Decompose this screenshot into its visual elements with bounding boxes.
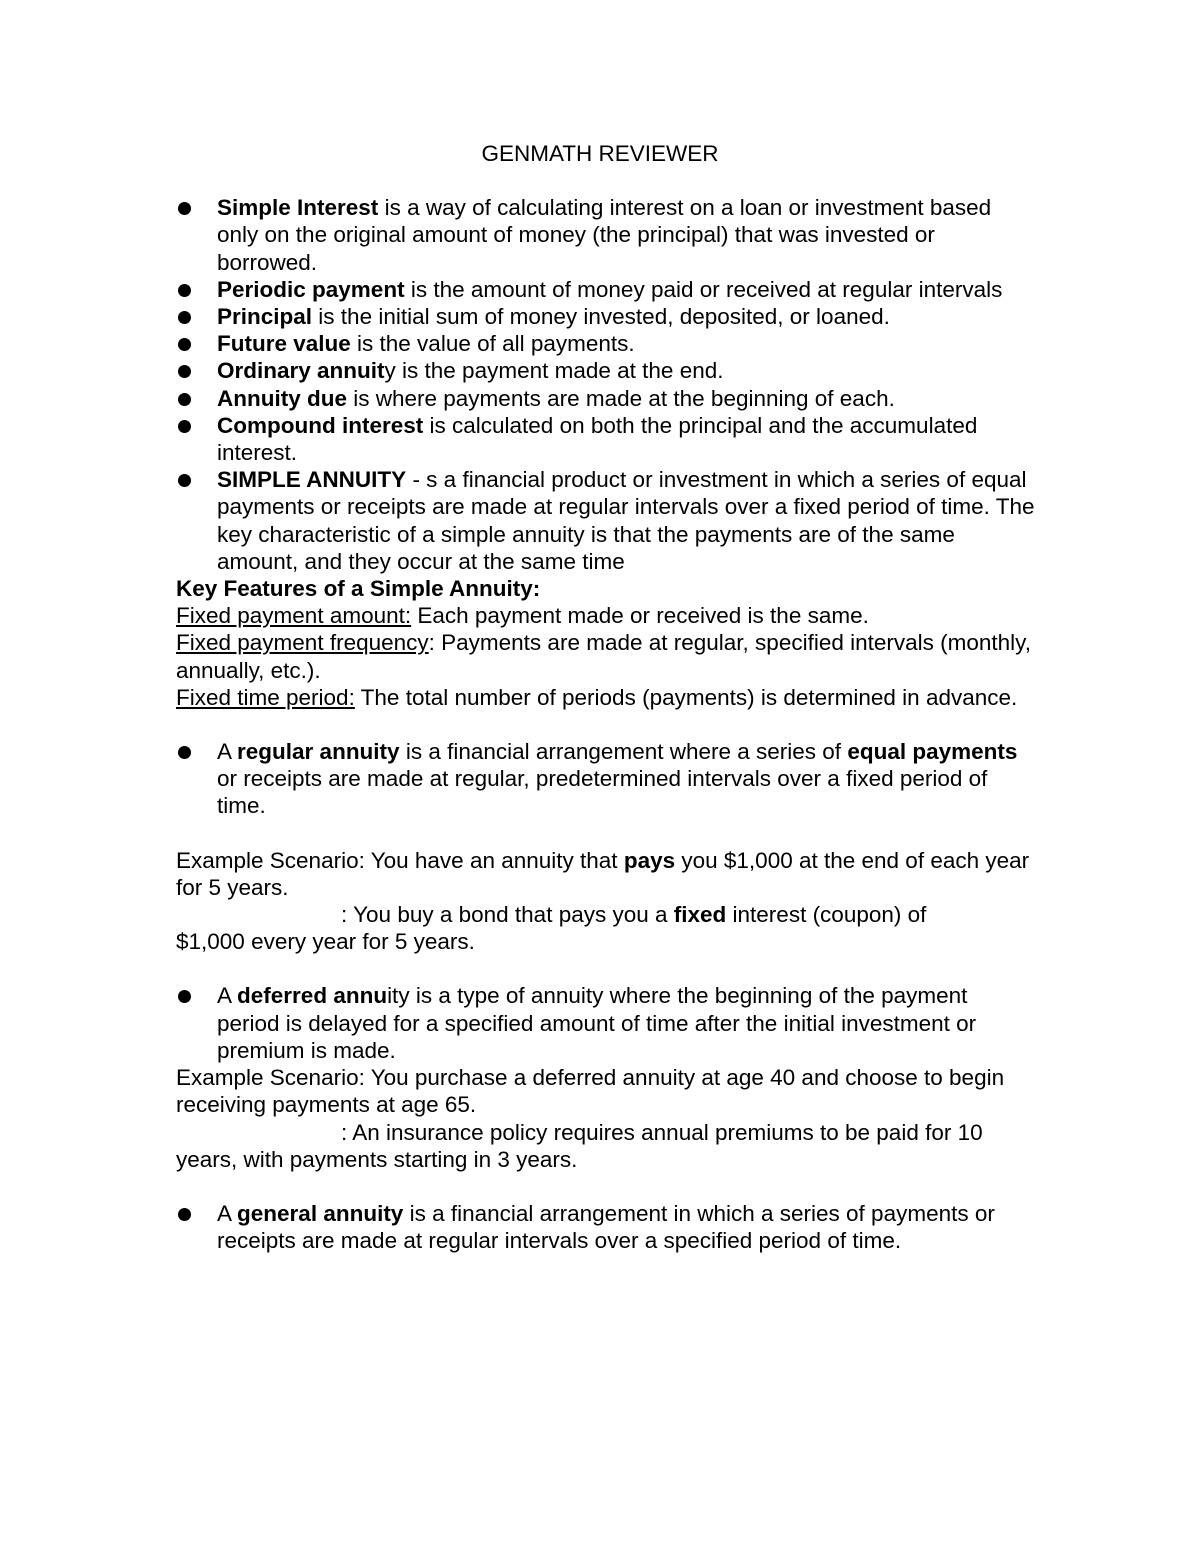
example-scenario: : An insurance policy requires annual premiums to be paid for 10: [341, 1119, 983, 1145]
list-item: [176, 982, 1036, 1064]
bullet-icon: [178, 338, 191, 351]
emphasis-text: equal payments: [847, 739, 1018, 765]
article-text: A: [217, 1200, 238, 1226]
term: regular annuity: [237, 739, 400, 765]
definition-text: y is the payment made at the end.: [384, 358, 724, 384]
example-text: interest (coupon) of: [726, 902, 927, 928]
key-feature-item: [176, 629, 1036, 683]
bullet-icon: [178, 474, 191, 487]
example-text: Example Scenario: You have an annuity that: [176, 847, 624, 873]
article-text: A: [217, 983, 238, 1009]
key-feature-item: [176, 602, 1036, 629]
document-title: GENMATH REVIEWER: [481, 141, 719, 166]
bullet-icon: [178, 1208, 191, 1221]
example-scenario-continued: years, with payments starting in 3 years.: [176, 1146, 578, 1172]
definition-text: is a way of calculating interest on a loan or investment based only on the original amount of money (the principal) that was invested or borrowed.: [217, 195, 992, 275]
example-scenario: [176, 901, 1036, 928]
definition-text: is calculated on both the principal and the accumulated interest.: [217, 412, 978, 466]
term: SIMPLE ANNUITY: [217, 467, 407, 493]
list-item: [176, 276, 1036, 303]
bullet-icon: [178, 393, 191, 406]
definition-text: is the initial sum of money invested, deposited, or loaned.: [312, 304, 890, 330]
article-text: A: [217, 739, 238, 765]
feature-text: The total number of periods (payments) is determined in advance.: [354, 684, 1018, 710]
definition-text: is the amount of money paid or received at regular intervals: [404, 276, 1003, 302]
list-item: [176, 738, 1036, 820]
feature-label: Fixed payment frequency: [176, 630, 429, 656]
list-item: [176, 194, 1036, 276]
emphasis-text: pays: [623, 847, 676, 873]
term: Ordinary annuit: [217, 358, 385, 384]
spacer: [176, 711, 1036, 738]
bullet-icon: [178, 990, 191, 1003]
bullet-icon: [178, 202, 191, 215]
spacer: [176, 820, 1036, 847]
list-item: [176, 466, 1036, 575]
list-item: [176, 385, 1036, 412]
list-item: [176, 1200, 1036, 1254]
example-scenario: Example Scenario: You purchase a deferred annuity at age 40 and choose to begin receiving payments at age 65.: [176, 1065, 1005, 1118]
feature-label: Fixed payment amount:: [176, 603, 412, 629]
term: Principal: [217, 304, 313, 330]
key-features-heading: Key Features of a Simple Annuity:: [176, 576, 541, 602]
definition-text: is a financial arrangement where a series of: [399, 739, 848, 765]
term: Compound interest: [217, 412, 424, 438]
term: Simple Interest: [217, 195, 379, 221]
bullet-icon: [178, 365, 191, 378]
bullet-icon: [178, 311, 191, 324]
document-page: [176, 140, 1036, 1254]
list-item: [176, 357, 1036, 384]
spacer: [176, 1173, 1036, 1200]
bullet-icon: [178, 420, 191, 433]
term: general annuity: [237, 1200, 404, 1226]
key-feature-item: [176, 684, 1036, 711]
list-item: [176, 412, 1036, 466]
definition-text: - s a financial product or investment in which a series of equal payments or receipts are made at regular intervals over a fixed period of time. The key characteristic of a simple annuity is that the payments are of the same amount, and they occur at the same time: [217, 467, 1035, 574]
spacer: [176, 955, 1036, 982]
term: Annuity due: [217, 385, 347, 411]
definitions-list: [176, 194, 1036, 575]
feature-text: Each payment made or received is the same.: [411, 603, 869, 629]
definition-text: ity is a type of annuity where the beginning of the payment period is delayed for a specified amount of time after the initial investment or premium is made.: [217, 983, 977, 1063]
example-text: you $1,000 at the end of each year for 5 years.: [176, 847, 1030, 900]
definition-text: or receipts are made at regular, predetermined intervals over a fixed period of time.: [217, 766, 988, 819]
example-text: : You buy a bond that pays you a: [341, 902, 674, 928]
bullet-icon: [178, 746, 191, 759]
emphasis-text: fixed: [673, 902, 727, 928]
regular-annuity-list: [176, 738, 1036, 820]
general-annuity-list: [176, 1200, 1036, 1254]
feature-text: : Payments are made at regular, specified intervals (monthly, annually, etc.).: [176, 630, 1031, 683]
deferred-annuity-list: [176, 982, 1036, 1064]
list-item: [176, 330, 1036, 357]
term: Future value: [217, 331, 351, 357]
definition-text: is the value of all payments.: [350, 331, 635, 357]
definition-text: is a financial arrangement in which a series of payments or receipts are made at regular intervals over a specified period of time.: [217, 1200, 995, 1254]
term: Periodic payment: [217, 276, 405, 302]
list-item: [176, 303, 1036, 330]
definition-text: is where payments are made at the beginning of each.: [347, 385, 895, 411]
example-scenario-continued: $1,000 every year for 5 years.: [176, 929, 475, 955]
bullet-icon: [178, 284, 191, 297]
example-scenario: [176, 847, 1036, 901]
feature-label: Fixed time period:: [176, 684, 355, 710]
term: deferred annu: [237, 983, 388, 1009]
